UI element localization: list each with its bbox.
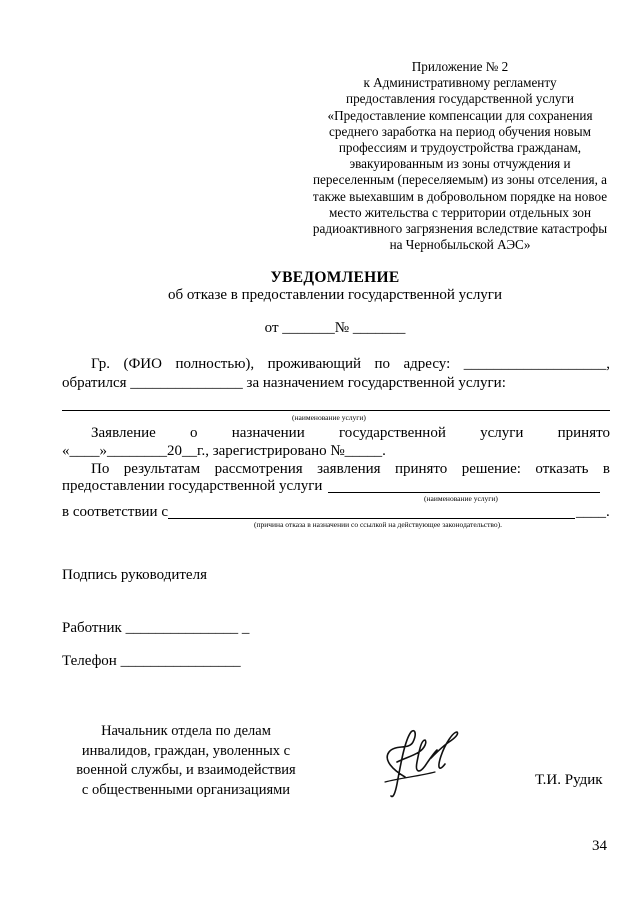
word: услуги (480, 425, 524, 441)
position-line: военной службы, и взаимодействия (76, 762, 296, 778)
word: принято (394, 461, 448, 477)
page-number: 34 (592, 838, 607, 854)
service-decision-line: предоставлении государственной услуги (62, 478, 323, 494)
document-subtitle: об отказе в предоставлении государственной услуги (167, 287, 502, 303)
word: адресу: (403, 356, 451, 372)
word: о (190, 425, 198, 441)
applicant-line (91, 356, 610, 373)
appendix-line: место жительства с территории отдельных зон (328, 204, 592, 220)
word: по (374, 356, 391, 372)
head-signature-label: Подпись руководителя (62, 567, 207, 583)
word: отказать (535, 461, 589, 477)
application-line (91, 425, 610, 442)
position-line: инвалидов, граждан, уволенных с (81, 742, 291, 759)
word: заявления (317, 461, 381, 477)
caption-service: (наименование услуги) (292, 413, 366, 422)
word: результатам (123, 461, 201, 477)
word: рассмотрения (214, 461, 303, 477)
appendix-line: переселенным (переселяемым) из зоны отселения, а (312, 172, 608, 188)
handwritten-signature (375, 722, 465, 802)
reason-end: ____. (576, 504, 610, 520)
address-blank: ___________________, (463, 356, 610, 372)
document-title: УВЕДОМЛЕНИЕ (270, 269, 400, 286)
appendix-line: эвакуированным из зоны отчуждения и (349, 156, 571, 172)
caption-reason: (причина отказа в назначении со ссылкой на действующее законодательство). (254, 520, 503, 529)
position-line: Начальник отдела по делам (101, 723, 271, 739)
appendix-line: также выехавшим в добровольном порядке на новое (312, 188, 608, 204)
appendix-line: предоставления государственной услуги (346, 91, 574, 107)
worker-field: Работник _______________ _ (62, 620, 250, 636)
service2-underline (328, 492, 600, 493)
word: Гр. (91, 356, 110, 372)
service-underline (62, 410, 610, 411)
word: По (91, 461, 110, 477)
word: проживающий (267, 356, 362, 372)
appendix-header (310, 59, 610, 253)
reason-underline (168, 518, 575, 519)
signatory-position (60, 722, 312, 800)
phone-field: Телефон ________________ (62, 653, 241, 669)
appendix-line: «Предоставление компенсации для сохранения (327, 107, 593, 123)
applied-line: обратился _______________ за назначением государственной услуги: (62, 375, 506, 391)
position-line: с общественными организациями (81, 781, 291, 798)
word: Заявление (91, 425, 156, 441)
appendix-line: Приложение № 2 (411, 59, 509, 74)
word: государственной (338, 425, 446, 441)
registration-line: «____»________20__г., зарегистрировано №_____. (62, 443, 386, 459)
caption-service2: (наименование услуги) (424, 494, 498, 503)
appendix-line: среднего заработка на период обучения новым (329, 123, 591, 139)
word: решение: (461, 461, 521, 477)
accordance-label: в соответствии с (62, 504, 168, 520)
appendix-line: к Административному регламенту (363, 75, 557, 91)
word: (ФИО (123, 356, 162, 372)
appendix-line: профессиям и трудоустройства гражданам, (338, 140, 582, 156)
decision-line (91, 461, 610, 478)
appendix-line: радиоактивного загрязнения вследствие катастрофы (312, 221, 608, 237)
date-number-line: от _______№ _______ (264, 320, 406, 336)
appendix-line: на Чернобыльской АЭС» (389, 237, 531, 253)
word: полностью), (175, 356, 255, 372)
word: назначении (231, 425, 305, 441)
word: принято (557, 425, 610, 441)
signatory-name: Т.И. Рудик (535, 772, 603, 788)
word: в (602, 461, 610, 477)
